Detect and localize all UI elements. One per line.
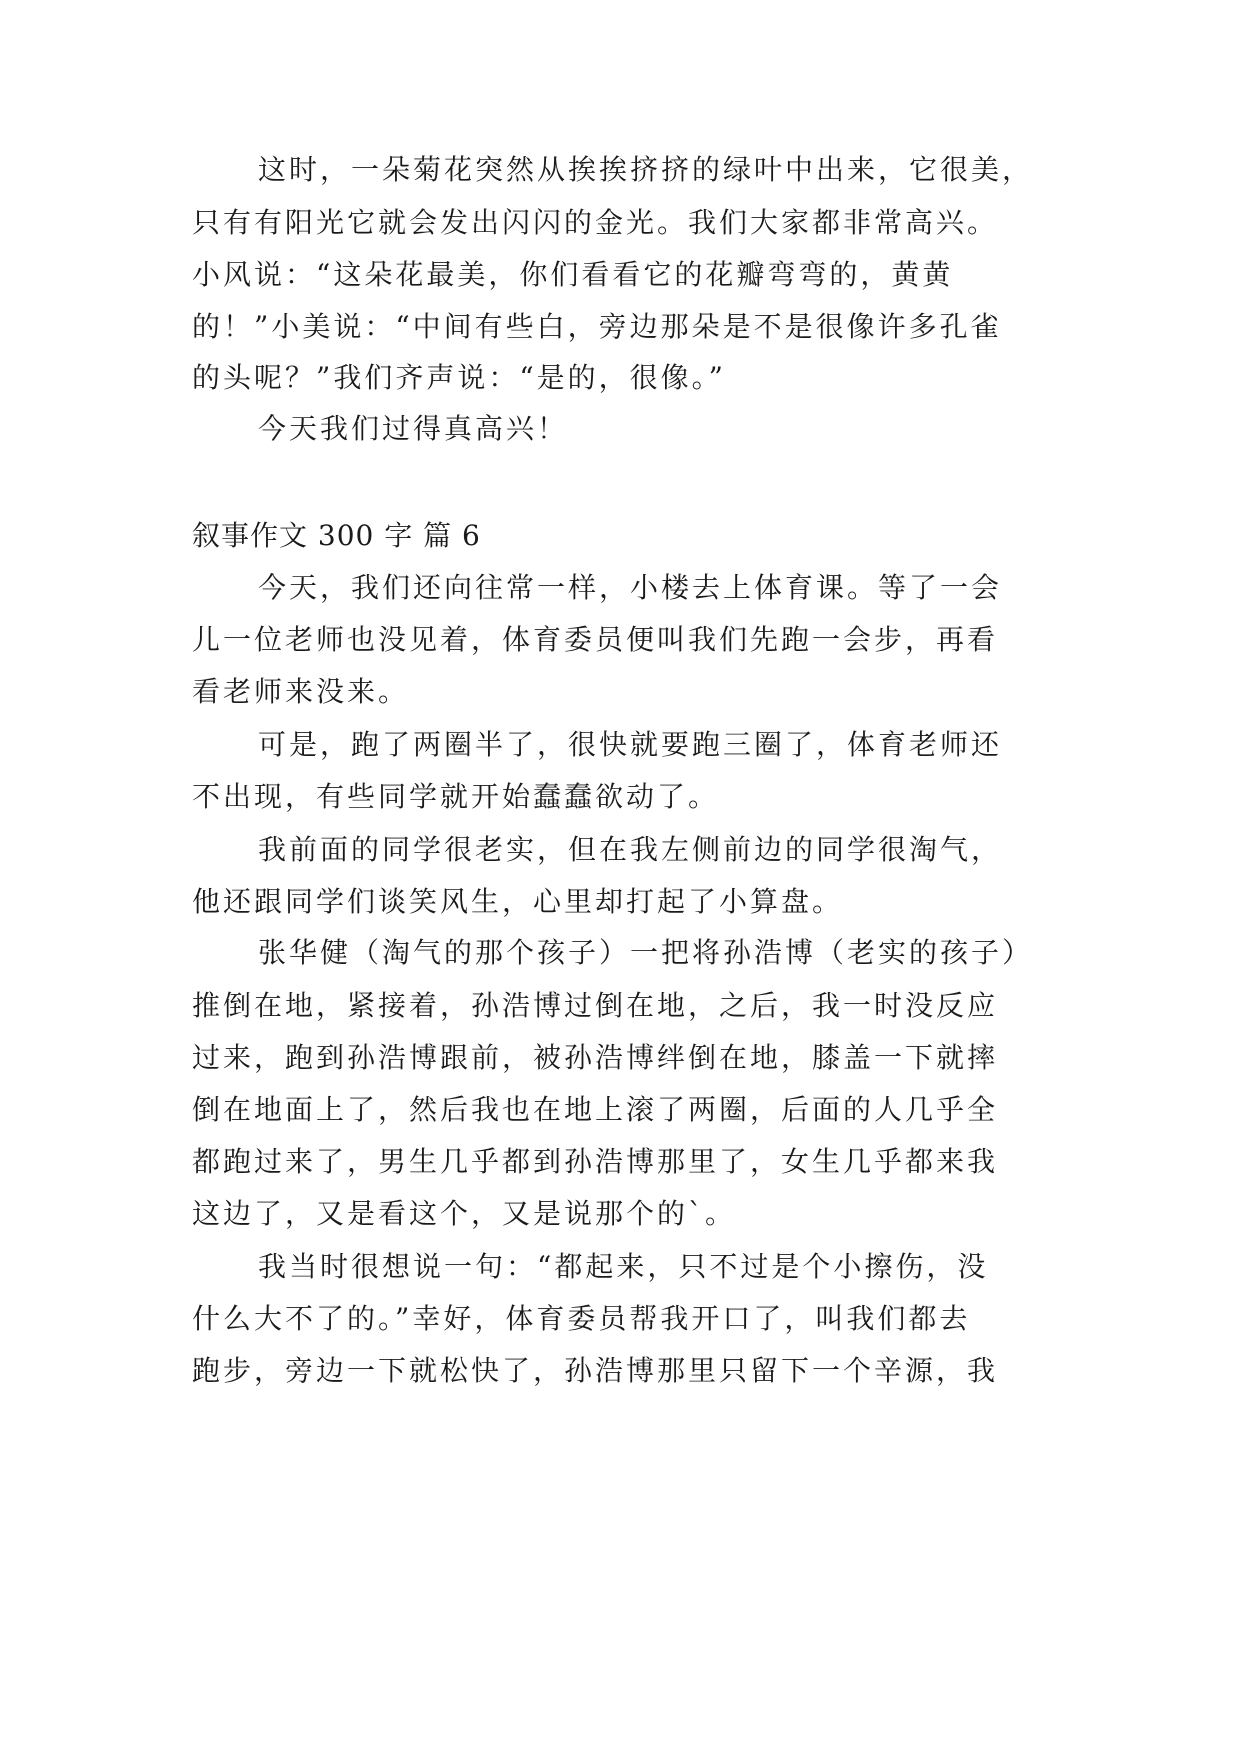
paragraph-line: 他还跟同学们谈笑风生，心里却打起了小算盘。	[192, 885, 844, 918]
paragraph-line: 张华健（淘气的那个孩子）一把将孙浩博（老实的孩子）	[258, 936, 1034, 969]
paragraph-line: 推倒在地，紧接着，孙浩博过倒在地，之后，我一时没反应	[192, 989, 999, 1022]
paragraph-line: 过来，跑到孙浩博跟前，被孙浩博绊倒在地，膝盖一下就摔	[192, 1041, 999, 1074]
paragraph-line: 的头呢？”我们齐声说：“是的，很像。”	[192, 361, 726, 394]
paragraph-line: 我当时很想说一句：“都起来，只不过是个小擦伤，没	[258, 1250, 989, 1283]
paragraph-line: 不出现，有些同学就开始蠢蠢欲动了。	[192, 780, 720, 813]
paragraph-line: 这边了，又是看这个，又是说那个的`。	[192, 1197, 737, 1230]
paragraph-line: 可是，跑了两圈半了，很快就要跑三圈了，体育老师还	[258, 728, 1003, 761]
paragraph-line: 的！”小美说：“中间有些白，旁边那朵是不是很像许多孔雀	[192, 310, 1002, 343]
paragraph-line: 跑步，旁边一下就松快了，孙浩博那里只留下一个辛源，我	[192, 1354, 999, 1387]
paragraph-line: 小风说：“这朵花最美，你们看看它的花瓣弯弯的，黄黄	[192, 258, 954, 291]
paragraph-line: 看老师来没来。	[192, 675, 410, 708]
section-heading: 叙事作文 300 字 篇 6	[192, 519, 481, 552]
paragraph-line: 只有有阳光它就会发出闪闪的金光。我们大家都非常高兴。	[192, 206, 999, 239]
paragraph-line: 今天，我们还向往常一样，小楼去上体育课。等了一会	[258, 571, 1003, 604]
paragraph-line: 都跑过来了，男生几乎都到孙浩博那里了，女生几乎都来我	[192, 1145, 999, 1178]
paragraph-line: 儿一位老师也没见着，体育委员便叫我们先跑一会步，再看	[192, 623, 999, 656]
paragraph-line: 什么大不了的。”幸好，体育委员帮我开口了，叫我们都去	[192, 1302, 971, 1335]
paragraph-line: 倒在地面上了，然后我也在地上滚了两圈，后面的人几乎全	[192, 1093, 999, 1126]
paragraph-line: 这时，一朵菊花突然从挨挨挤挤的绿叶中出来，它很美，	[258, 153, 1034, 186]
paragraph-line: 我前面的同学很老实，但在我左侧前边的同学很淘气，	[258, 833, 1003, 866]
paragraph-line: 今天我们过得真高兴！	[258, 412, 569, 445]
